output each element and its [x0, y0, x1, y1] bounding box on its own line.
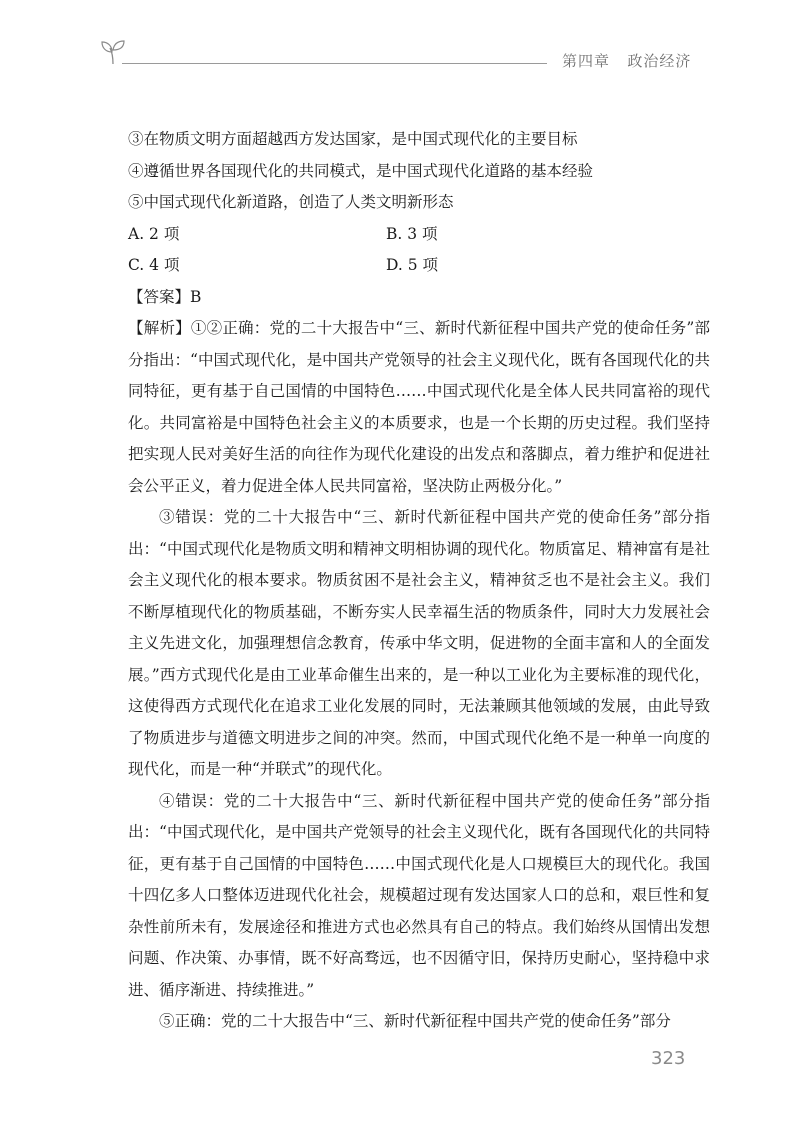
option-b: B. 3 项 — [386, 224, 438, 243]
chapter-number: 第四章 — [562, 52, 611, 70]
option-c: C. 4 项 — [128, 256, 180, 274]
option-a: A. 2 项 — [128, 224, 180, 243]
statement-4: ④遵循世界各国现代化的共同模式，是中国式现代化道路的基本经验 — [128, 161, 594, 180]
sprout-icon — [100, 38, 126, 66]
chapter-title — [562, 50, 691, 71]
answer-label: 【答案】 — [128, 287, 191, 306]
option-d: D. 5 项 — [386, 256, 439, 274]
answer-value: B — [190, 287, 202, 306]
statement-3: ③在物质文明方面超越西方发达国家，是中国式现代化的主要目标 — [128, 130, 578, 148]
answer-options — [128, 219, 710, 282]
analysis-paragraph-2: ③错误：党的二十大报告中“三、新时代新征程中国共产党的使命任务”部分指出：“中国式现代化是物质文明和精神文明相协调的现代化。物质富足、精神富有是社会主义现代化的根本要求。物质贫困不是社会主义，精神贫乏也不是社会主义。我们不断厚植现代化的物质基础，不断夯实人民幸福生活的物质条件，同时大力发展社会主义先进文化，加强理想信念教育，传承中华文明，促进物的全面丰富和人的全面发展。”西方式现代化是由工业革命催生出来的，是一种以工业化为主要标准的现代化，这使得西方式现代化在追求工业化发展的同时，无法兼顾其他领域的发展，由此导致了物质进步与道德文明进步之间的冲突。然而，中国式现代化绝不是一种单一向度的现代化，而是一种“并联式”的现代化。 — [128, 508, 710, 778]
analysis-label: 【解析】 — [128, 319, 191, 337]
analysis-paragraph-1 — [128, 313, 710, 502]
running-header — [100, 38, 700, 78]
page-number: 323 — [651, 1048, 686, 1069]
page-content — [128, 124, 710, 1038]
statement-5: ⑤中国式现代化新道路，创造了人类文明新形态 — [128, 193, 454, 211]
analysis-paragraph-3: ④错误：党的二十大报告中“三、新时代新征程中国共产党的使命任务”部分指出：“中国式现代化，是中国共产党领导的社会主义现代化，既有各国现代化的共同特征，更有基于自己国情的中国特色……中国式现代化是人口规模巨大的现代化。我国十四亿多人口整体迈进现代化社会，规模超过现有发达国家人口的总和，艰巨性和复杂性前所未有，发展途径和推进方式也必然具有自己的特点。我们始终从国情出发想问题、作决策、办事情，既不好高骛远，也不因循守旧，保持历史耐心，坚持稳中求进、循序渐进、持续推进。” — [128, 791, 710, 999]
chapter-name: 政治经济 — [627, 52, 692, 70]
analysis-paragraph-4: ⑤正确：党的二十大报告中“三、新时代新征程中国共产党的使命任务”部分 — [159, 1012, 671, 1030]
answer-line — [128, 282, 710, 314]
analysis-text-1: ①②正确：党的二十大报告中“三、新时代新征程中国共产党的使命任务”部分指出：“中国式现代化，是中国共产党领导的社会主义现代化，既有各国现代化的共同特征，更有基于自己国情的中国特色……中国式现代化是全体人民共同富裕的现代化。共同富裕是中国特色社会主义的本质要求，也是一个长期的历史过程。我们坚持把实现人民对美好生活的向往作为现代化建设的出发点和落脚点，着力维护和促进社会公平正义，着力促进全体人民共同富裕，坚决防止两极分化。” — [128, 319, 710, 495]
header-rule — [122, 63, 547, 64]
